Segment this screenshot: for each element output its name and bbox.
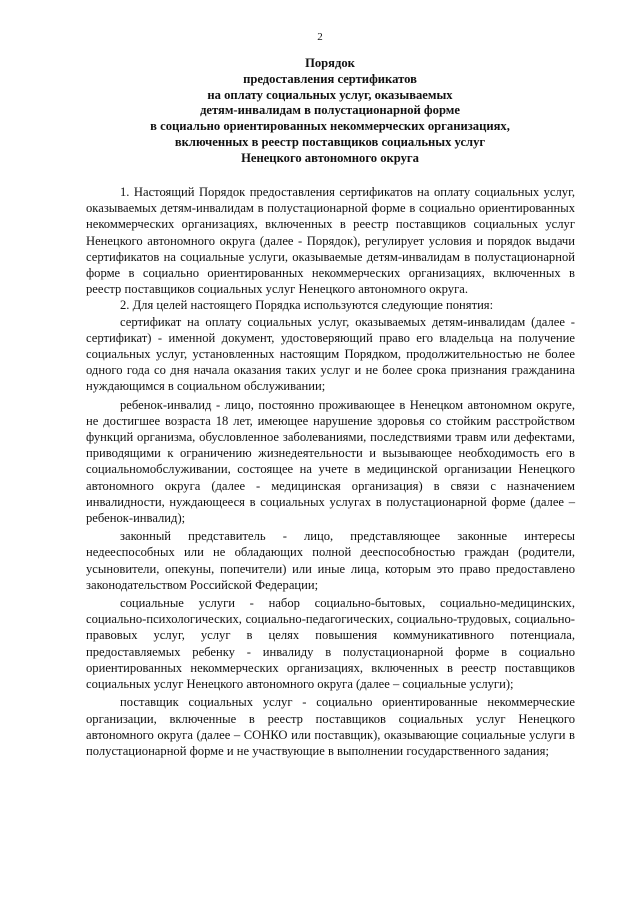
paragraph-definition-service-provider: поставщик социальных услуг - социально ориентированные некоммерческие организации, включенные в реестр поставщиков социальных услуг Ненецкого автономного округа (далее – СОНКО или поставщик), оказывающие социальные услуги в полустационарной форме и не участвующие в выполнении государственного задания;: [86, 695, 575, 758]
title-line: детям-инвалидам в полустационарной форме: [200, 103, 460, 118]
document-title: [80, 56, 580, 167]
paragraph-clause-2: 2. Для целей настоящего Порядка используются следующие понятия:: [120, 298, 494, 313]
paragraph-definition-legal-representative: законный представитель - лицо, представляющее законные интересы недееспособных или не обладающих полной дееспособностью граждан (родители, усыновители, опекуны, попечители) или иные лица, которым это право предоставлено законодательством Российской Федерации;: [86, 529, 575, 592]
page-number: 2: [317, 31, 323, 43]
title-line: включенных в реестр поставщиков социальных услуг: [174, 134, 486, 149]
paragraph-definition-social-services: социальные услуги - набор социально-бытовых, социально-медицинских, социально-психологических, социально-педагогических, социально-трудовых, социально-правовых услуг, услуг в целях повышения коммуникативного потенциала, предоставляемых ребенку - инвалиду в полустационарной форме в социально ориентированных некоммерческих организациях, включенных в реестр поставщиков социальных услуг Ненецкого автономного округа (далее – социальные услуги);: [86, 596, 575, 692]
title-line: Ненецкого автономного округа: [241, 150, 419, 165]
title-line: Порядок: [305, 56, 355, 70]
paragraph-clause-1: 1. Настоящий Порядок предоставления сертификатов на оплату социальных услуг, оказываемых детям-инвалидам в полустационарной форме в социально ориентированных некоммерческих организациях, включенных в реестр поставщиков социальных услуг Ненецкого автономного округа (далее - Порядок), регулирует условия и порядок выдачи сертификатов на социальные услуги, оказываемые детям-инвалидам в полустационарной форме в социально ориентированных некоммерческих организациях, включенных в реестр поставщиков социальных услуг Ненецкого автономного округа.: [86, 185, 575, 297]
document-body: [86, 184, 575, 759]
paragraph-definition-disabled-child: ребенок-инвалид - лицо, постоянно проживающее в Ненецком автономном округе, не достигшее возраста 18 лет, имеющее нарушение здоровья со стойким расстройством функций организма, обусловленное заболеваниями, последствиями травм или дефектами, приводящими к ограничению жизнедеятельности и вызывающее необходимость его в социальномобслуживании, состоящее на учете в медицинской организации Ненецкого автономного округа (далее - медицинская организация) в связи с назначением инвалидности, нуждающееся в социальных услугах в полустационарной форме (далее – ребенок-инвалид);: [86, 397, 575, 526]
title-line: в социально ориентированных некоммерческих организациях,: [150, 119, 510, 134]
title-line: на оплату социальных услуг, оказываемых: [207, 87, 453, 102]
paragraph-definition-certificate: сертификат на оплату социальных услуг, оказываемых детям-инвалидам (далее - сертификат) - именной документ, удостоверяющий право его владельца на получение социальных услуг, установленных настоящим Порядком, продолжительностью не более одного года со дня начала оказания таких услуг и не более срока признания гражданина нуждающимся в социальном обслуживании;: [86, 314, 575, 394]
title-line: предоставления сертификатов: [243, 71, 417, 86]
